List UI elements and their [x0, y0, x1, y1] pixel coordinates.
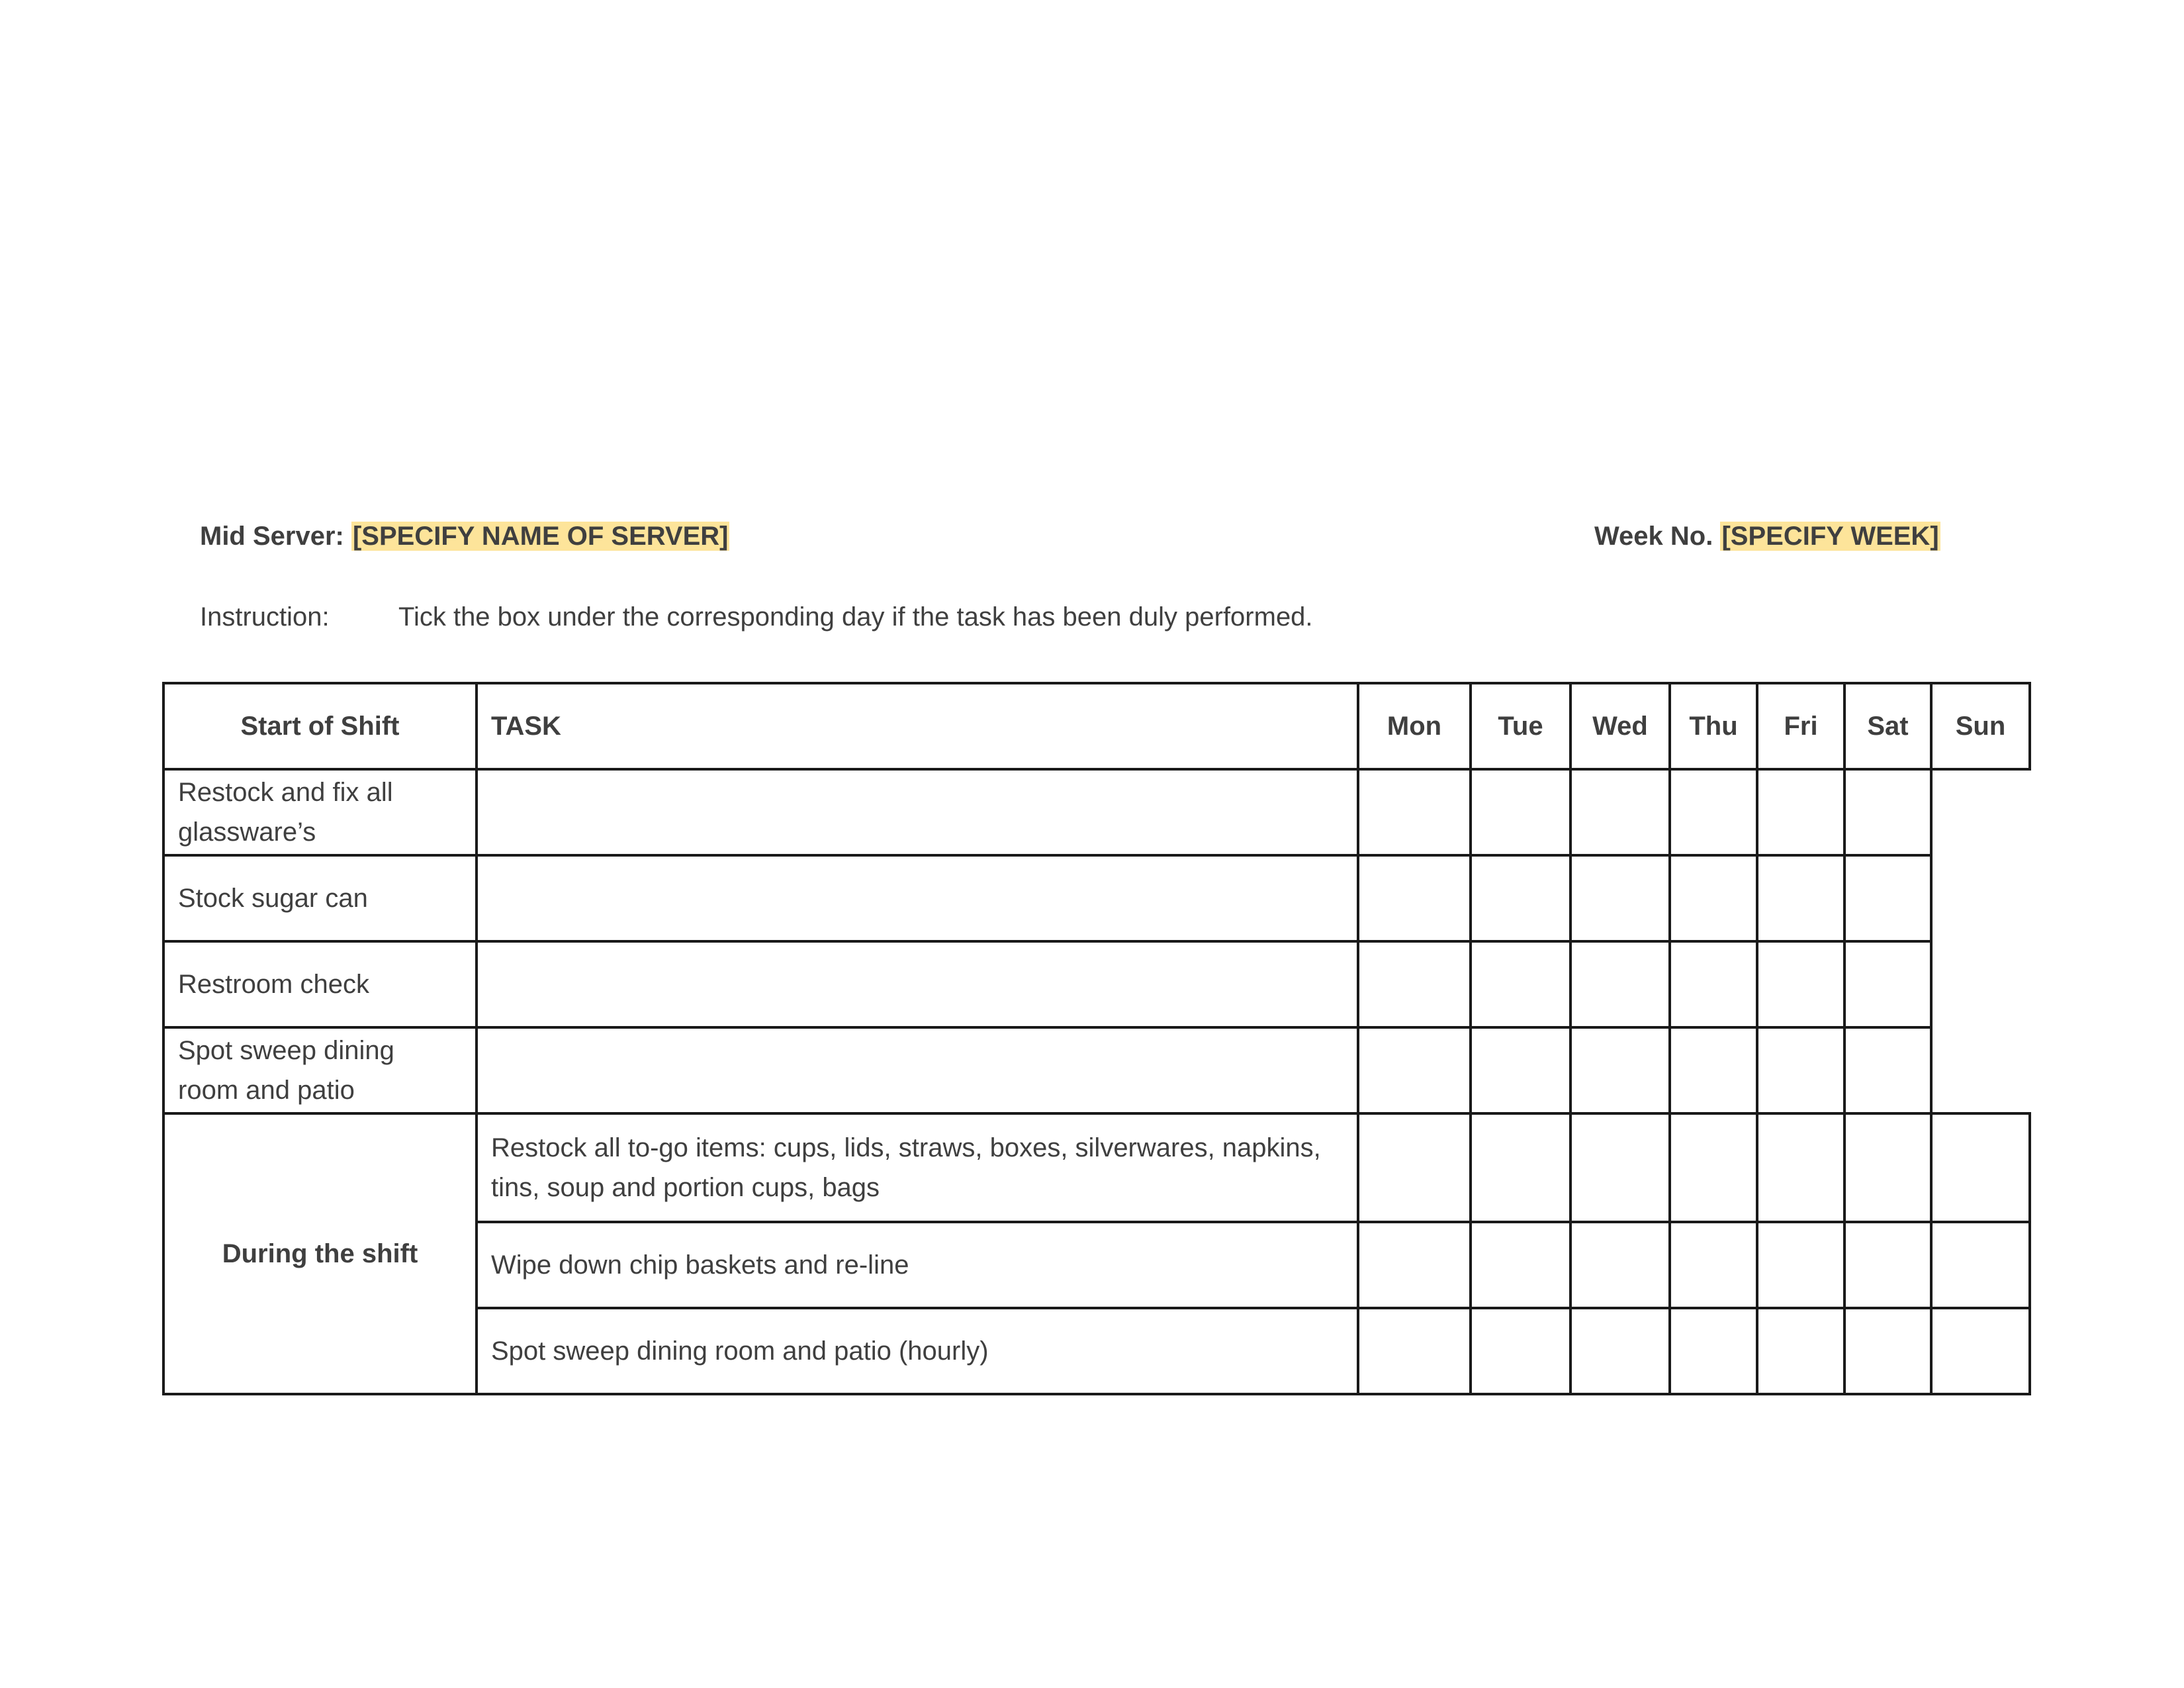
checkbox-mon[interactable] [477, 855, 1358, 941]
checkbox-thu[interactable] [1670, 1222, 1757, 1308]
checkbox-mon[interactable] [1358, 1113, 1471, 1222]
instruction [200, 598, 1313, 635]
checkbox-fri[interactable] [1757, 1308, 1844, 1394]
checkbox-tue[interactable] [1358, 769, 1471, 855]
checkbox-wed[interactable] [1570, 1308, 1670, 1394]
checkbox-fri[interactable] [1670, 769, 1757, 855]
day-header-sun: Sun [1931, 683, 2030, 769]
checkbox-sun[interactable] [1844, 855, 1931, 941]
checkbox-mon[interactable] [1358, 1222, 1471, 1308]
checkbox-sun[interactable] [1931, 1308, 2030, 1394]
checkbox-wed[interactable] [1471, 855, 1570, 941]
checkbox-tue[interactable] [1358, 1027, 1471, 1113]
checkbox-fri[interactable] [1670, 1027, 1757, 1113]
task-header: TASK [477, 683, 1358, 769]
table-row [163, 855, 2030, 941]
day-header-mon: Mon [1358, 683, 1471, 769]
section-cell: During the shift [163, 1113, 477, 1394]
checkbox-sat[interactable] [1757, 855, 1844, 941]
day-header-thu: Thu [1670, 683, 1757, 769]
server-line [200, 518, 729, 555]
checkbox-sun[interactable] [1931, 1113, 2030, 1222]
checkbox-tue[interactable] [1471, 1113, 1570, 1222]
checkbox-fri[interactable] [1670, 941, 1757, 1027]
checkbox-wed[interactable] [1471, 941, 1570, 1027]
task-cell: Restock and fix all glassware’s [163, 769, 477, 855]
checkbox-thu[interactable] [1670, 1113, 1757, 1222]
day-header-fri: Fri [1757, 683, 1844, 769]
task-cell: Stock sugar can [163, 855, 477, 941]
day-header-tue: Tue [1471, 683, 1570, 769]
header-row [163, 683, 2030, 769]
checkbox-sat[interactable] [1844, 1222, 1931, 1308]
checkbox-tue[interactable] [1471, 1308, 1570, 1394]
checkbox-thu[interactable] [1570, 855, 1670, 941]
checkbox-fri[interactable] [1757, 1113, 1844, 1222]
task-cell: Restroom check [163, 941, 477, 1027]
checkbox-sun[interactable] [1844, 941, 1931, 1027]
checkbox-sat[interactable] [1844, 1308, 1931, 1394]
week-number-field[interactable]: [SPECIFY WEEK] [1721, 522, 1939, 551]
checkbox-sat[interactable] [1757, 941, 1844, 1027]
checkbox-sat[interactable] [1844, 1113, 1931, 1222]
checkbox-sun[interactable] [1931, 1222, 2030, 1308]
table-row [163, 1113, 2030, 1222]
checkbox-tue[interactable] [1471, 1222, 1570, 1308]
checkbox-wed[interactable] [1570, 1113, 1670, 1222]
checkbox-thu[interactable] [1570, 1027, 1670, 1113]
task-cell: Restock all to-go items: cups, lids, straws, boxes, silverwares, napkins, tins, soup and portion cups, bags [477, 1113, 1358, 1222]
task-cell: Spot sweep dining room and patio [163, 1027, 477, 1113]
checkbox-wed[interactable] [1570, 1222, 1670, 1308]
instruction-text: Tick the box under the corresponding day if the task has been duly performed. [398, 602, 1313, 632]
checkbox-sat[interactable] [1757, 1027, 1844, 1113]
checkbox-sun[interactable] [1844, 769, 1931, 855]
checkbox-fri[interactable] [1670, 855, 1757, 941]
checkbox-wed[interactable] [1471, 769, 1570, 855]
checkbox-thu[interactable] [1670, 1308, 1757, 1394]
checkbox-mon[interactable] [477, 1027, 1358, 1113]
checkbox-fri[interactable] [1757, 1222, 1844, 1308]
checkbox-wed[interactable] [1471, 1027, 1570, 1113]
table-row [163, 941, 2030, 1027]
section-cell: Start of Shift [163, 683, 477, 769]
checkbox-sat[interactable] [1757, 769, 1844, 855]
table-row [163, 1027, 2030, 1113]
day-header-wed: Wed [1570, 683, 1670, 769]
checkbox-tue[interactable] [1358, 855, 1471, 941]
day-header-sat: Sat [1844, 683, 1931, 769]
checkbox-tue[interactable] [1358, 941, 1471, 1027]
task-checklist-table [162, 682, 2031, 1395]
checkbox-thu[interactable] [1570, 769, 1670, 855]
table-row [163, 769, 2030, 855]
instruction-label: Instruction: [200, 602, 330, 632]
checkbox-sun[interactable] [1844, 1027, 1931, 1113]
checkbox-mon[interactable] [477, 941, 1358, 1027]
server-name-field[interactable]: [SPECIFY NAME OF SERVER] [352, 522, 729, 551]
week-line [1594, 518, 1940, 555]
checkbox-thu[interactable] [1570, 941, 1670, 1027]
task-cell: Spot sweep dining room and patio (hourly) [477, 1308, 1358, 1394]
task-cell: Wipe down chip baskets and re-line [477, 1222, 1358, 1308]
week-label: Week No. [1594, 522, 1713, 551]
checkbox-mon[interactable] [1358, 1308, 1471, 1394]
checkbox-mon[interactable] [477, 769, 1358, 855]
server-label: Mid Server: [200, 522, 344, 551]
